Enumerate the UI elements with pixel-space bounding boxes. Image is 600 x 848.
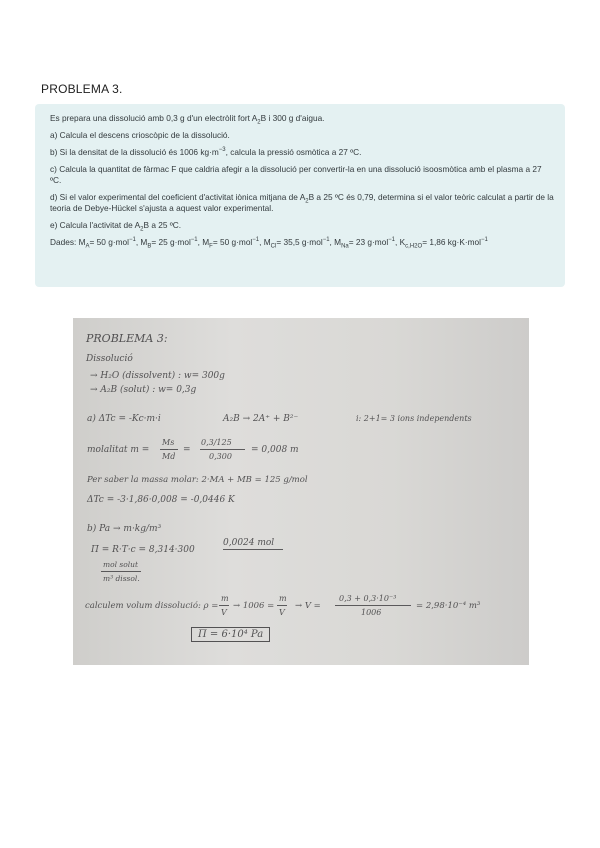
statement-intro: Es prepara una dissolució amb 0,3 g d'un electròlit fort $A_2B$ i 300 g d'aigua. <box>50 113 325 126</box>
hw-line: Dissolució <box>86 354 133 364</box>
hw-line: = 2,98·10⁻⁴ m³ <box>416 601 481 611</box>
question-a: a) Calcula el descens crioscòpic de la dissolució. <box>50 130 230 140</box>
hw-fraction-bar <box>219 605 229 606</box>
hw-fraction-bar <box>101 571 141 572</box>
hw-fraction-bar <box>200 449 245 450</box>
hw-line: a) ΔTc = -Kc·m·i <box>87 414 161 424</box>
handwritten-solution-photo <box>73 318 529 665</box>
hw-heading: PROBLEMA 3: <box>86 332 168 345</box>
hw-line: calculem volum dissolució: ρ = <box>85 601 219 611</box>
hw-line: A₂B → 2A⁺ + B²⁻ <box>223 414 299 424</box>
hw-line: ΔTc = -3·1,86·0,008 = -0,0446 K <box>87 495 235 505</box>
hw-line: 0,3 + 0,3·10⁻³ <box>339 594 397 603</box>
hw-fraction-bar <box>223 549 283 550</box>
hw-line: i: 2+1= 3 ions independents <box>356 414 472 423</box>
hw-line: 0,300 <box>209 452 232 461</box>
hw-line: → A₂B (solut) : w= 0,3g <box>90 385 197 395</box>
hw-line: mol solut <box>103 560 139 569</box>
hw-fraction-bar <box>335 605 411 606</box>
hw-line: V <box>279 608 285 617</box>
hw-line: → 1006 = <box>233 601 275 611</box>
hw-fraction-bar <box>277 605 287 606</box>
hw-line: b) Pa → m·kg/m³ <box>87 524 162 534</box>
hw-final-answer: Π = 6·10⁴ Pa <box>191 627 270 642</box>
data-values: Dades: $M_A= 50$ g·mol$^{-1}$, $M_B= 25$ g·mol$^{-1}$, $M_F= 50$ g·mol$^{-1}$, $M_{Cl}= 35,5$ g·mol$^{-1}$, $M_{Na}= 23$ g·mol$^{-1}$, $K_{c,H2O}= 1,86$ kg·K·mol$^{-1}$ <box>50 237 488 250</box>
hw-line: 0,3/125 <box>201 438 232 447</box>
hw-line: Per saber la massa molar: 2·MA + MB = 125 g/mol <box>87 475 308 485</box>
hw-line: molalitat m = <box>87 445 150 455</box>
question-c: c) Calcula la quantitat de fàrmac F que caldria afegir a la dissolució per convertir-la en una dissolució isoosmòtica amb el plasma a 27 ºC. <box>50 164 542 185</box>
question-d: d) Si el valor experimental del coeficient d'activitat iònica mitjana de $A_2B$ a 25 ºC és 0,79, determina si el valor teòric calculat a partir de la teoria de Debye-Hückel s'ajusta a aquest valor experimental. <box>50 192 554 213</box>
question-e: e) Calcula l'activitat de $A_2B$ a 25 ºC. <box>50 220 182 233</box>
hw-line: m³ dissol. <box>103 574 140 583</box>
question-b: b) Si la densitat de la dissolució és 1006 $kg\cdot m^{-3}$, calcula la pressió osmòtica a 27 ºC. <box>50 147 362 157</box>
hw-line: Π = R·T·c = 8,314·300 <box>91 545 195 555</box>
hw-line: 1006 <box>361 608 382 617</box>
hw-fraction-bar <box>160 449 178 450</box>
hw-line: Md <box>162 452 176 461</box>
hw-line: 0,0024 mol <box>223 538 275 548</box>
problem-title: PROBLEMA 3. <box>41 82 123 96</box>
problem-statement <box>35 104 565 287</box>
hw-line: m <box>279 594 287 603</box>
hw-line: m <box>221 594 229 603</box>
hw-line: Ms <box>162 438 175 447</box>
hw-line: V <box>221 608 227 617</box>
hw-line: = <box>183 445 191 455</box>
hw-line: = 0,008 m <box>251 445 299 455</box>
hw-line: → V = <box>295 601 321 611</box>
hw-line: → H₂O (dissolvent) : w= 300g <box>90 371 225 381</box>
